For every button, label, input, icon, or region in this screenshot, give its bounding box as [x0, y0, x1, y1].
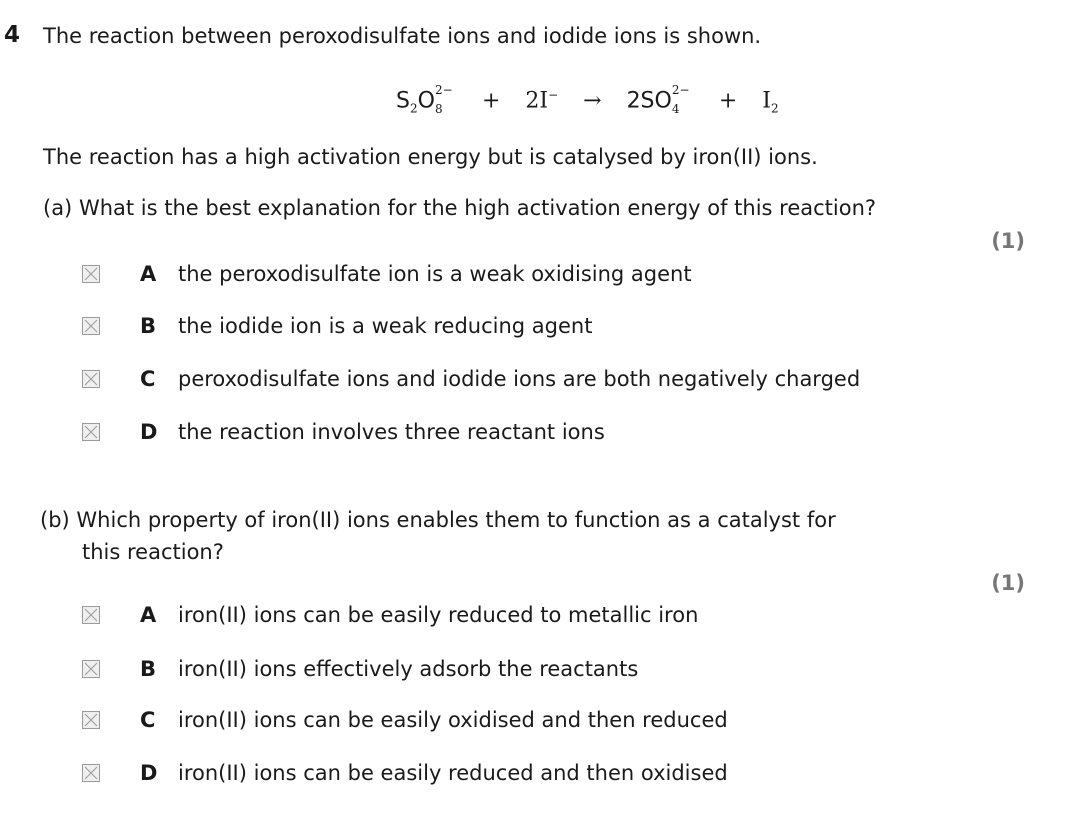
part-a-question [43, 196, 876, 220]
part-a-label: (a) [43, 196, 73, 220]
question-number: 4 [4, 22, 21, 48]
option-text: the reaction involves three reactant ions [178, 420, 605, 444]
chemical-equation [396, 83, 779, 117]
part-b-text-line2: this reaction? [82, 540, 224, 564]
eq-reactant1-charge [434, 83, 457, 117]
option-text: iron(II) ions can be easily reduced to metallic iron [178, 603, 699, 627]
checkbox-icon[interactable] [82, 764, 100, 782]
part-a-option-b[interactable] [82, 312, 592, 340]
part-b-option-d[interactable] [82, 759, 728, 787]
checkbox-icon[interactable] [82, 423, 100, 441]
part-b-option-c[interactable] [82, 706, 728, 734]
option-letter: A [140, 603, 157, 627]
eq-arrow: → [583, 88, 602, 114]
checkbox-icon[interactable] [82, 265, 100, 283]
option-text: the iodide ion is a weak reducing agent [178, 314, 593, 338]
checkbox-icon[interactable] [82, 711, 100, 729]
option-letter: B [140, 314, 157, 338]
question-info: The reaction has a high activation energy but is catalysed by iron(II) ions. [43, 145, 818, 169]
option-letter: A [140, 262, 157, 286]
part-b-marks: (1) [991, 571, 1025, 595]
checkbox-icon[interactable] [82, 660, 100, 678]
eq-reactant1-sub1: 2 [409, 101, 418, 116]
eq-product1-charge [671, 83, 694, 117]
option-letter: D [140, 420, 158, 444]
checkbox-icon[interactable] [82, 606, 100, 624]
option-letter: C [140, 367, 156, 391]
eq-reactant1-s: S [396, 88, 410, 114]
eq-product2: I [762, 88, 771, 114]
part-b-option-a[interactable] [82, 601, 698, 629]
eq-reactant1-sup: 2− [434, 83, 453, 98]
option-text: peroxodisulfate ions and iodide ions are both negatively charged [178, 367, 861, 391]
eq-product1-sub: 4 [671, 102, 680, 117]
part-a-marks: (1) [991, 229, 1025, 253]
option-letter: B [140, 657, 157, 681]
part-a-option-a[interactable] [82, 260, 692, 288]
part-b-question [40, 508, 836, 532]
question-stem: The reaction between peroxodisulfate ions and iodide ions is shown. [43, 24, 762, 48]
eq-reactant2-sup: − [548, 88, 559, 102]
part-a-option-d[interactable] [82, 418, 605, 446]
option-text: the peroxodisulfate ion is a weak oxidising agent [178, 262, 692, 286]
part-a-text: What is the best explanation for the high activation energy of this reaction? [78, 196, 877, 220]
part-b-text-line1: Which property of iron(II) ions enables them to function as a catalyst for [76, 508, 836, 532]
option-letter: C [140, 708, 156, 732]
option-text: iron(II) ions can be easily oxidised and then reduced [178, 708, 728, 732]
eq-product1-sup: 2− [671, 83, 690, 98]
checkbox-icon[interactable] [82, 317, 100, 335]
option-text: iron(II) ions can be easily reduced and then oxidised [178, 761, 728, 785]
part-a-option-c[interactable] [82, 365, 860, 393]
eq-product2-sub: 2 [770, 101, 779, 116]
checkbox-icon[interactable] [82, 370, 100, 388]
option-letter: D [140, 761, 158, 785]
eq-reactant1-o: O [417, 88, 435, 114]
eq-reactant2: 2I [525, 88, 549, 114]
eq-plus2: + [718, 88, 738, 114]
eq-product1: 2SO [626, 88, 672, 114]
option-text: iron(II) ions effectively adsorb the reactants [178, 657, 639, 681]
eq-plus1: + [481, 88, 501, 114]
eq-reactant1-sub2: 8 [434, 102, 443, 117]
part-b-option-b[interactable] [82, 655, 638, 683]
part-b-label: (b) [40, 508, 70, 532]
